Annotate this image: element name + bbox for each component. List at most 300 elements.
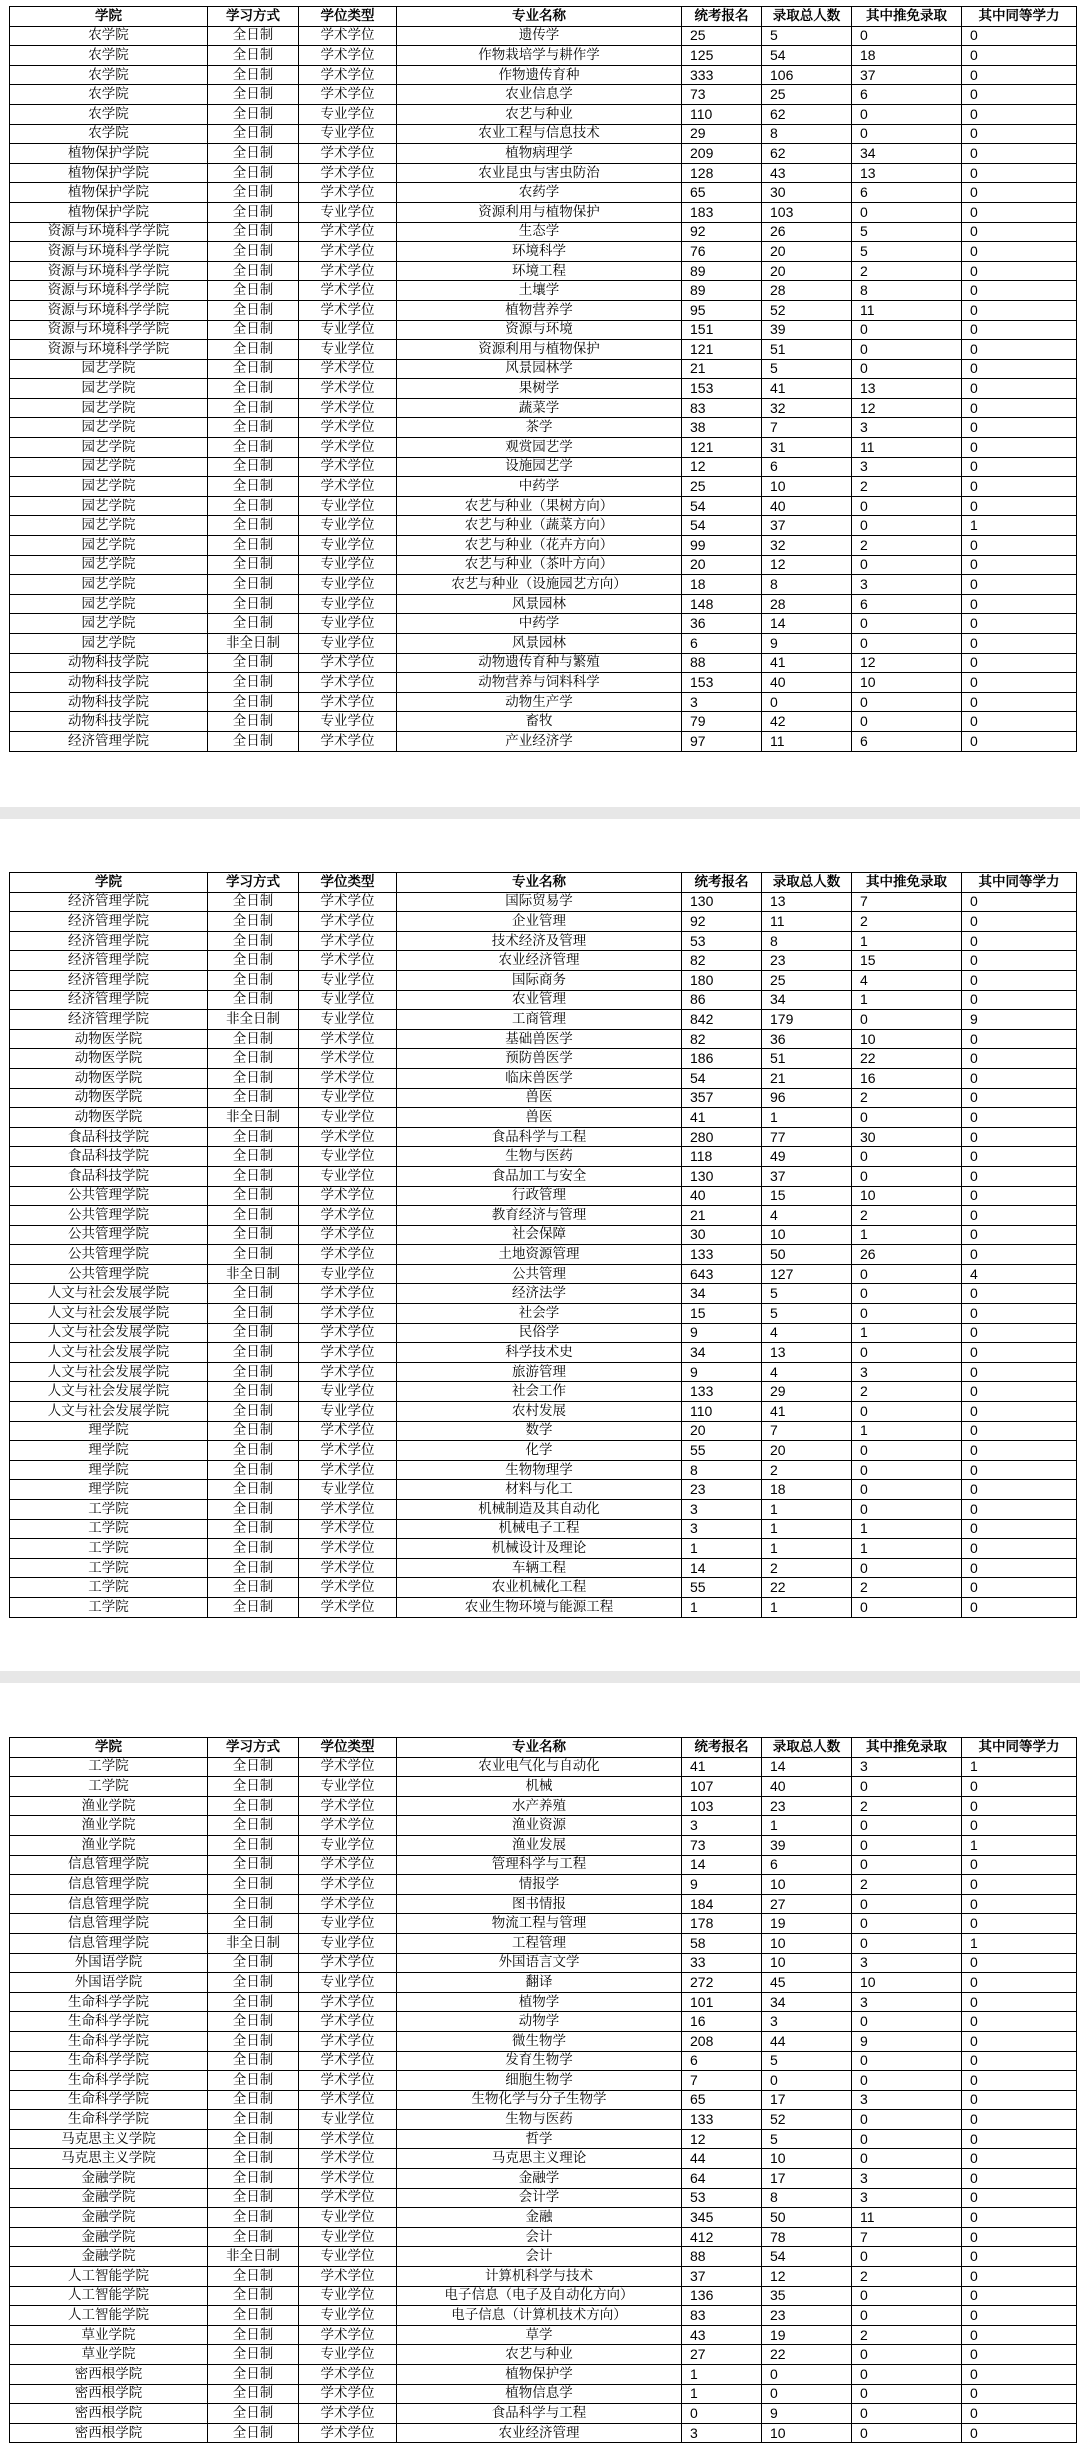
table-row <box>10 1206 1077 1226</box>
recommended-cell: 5 <box>852 242 962 262</box>
degree-type-cell: 学术学位 <box>299 457 397 477</box>
admitted-cell: 23 <box>762 951 852 971</box>
equivalent-cell: 0 <box>962 2404 1077 2424</box>
equivalent-cell: 0 <box>962 1402 1077 1422</box>
study-mode-cell: 非全日制 <box>208 1010 299 1030</box>
applicants-cell: 103 <box>682 1796 762 1816</box>
recommended-cell: 2 <box>852 477 962 497</box>
degree-type-cell: 专业学位 <box>299 1480 397 1500</box>
header-major-name: 专业名称 <box>397 1738 682 1758</box>
admissions-table <box>9 872 1077 1618</box>
college-cell: 农学院 <box>10 26 208 46</box>
major-name-cell: 社会工作 <box>397 1382 682 1402</box>
admitted-cell: 40 <box>762 496 852 516</box>
table-row <box>10 1480 1077 1500</box>
applicants-cell: 27 <box>682 2345 762 2365</box>
equivalent-cell: 0 <box>962 2110 1077 2130</box>
college-cell: 工学院 <box>10 1539 208 1559</box>
degree-type-cell: 学术学位 <box>299 1206 397 1226</box>
header-recommended: 其中推免录取 <box>852 1738 962 1758</box>
equivalent-cell: 0 <box>962 1855 1077 1875</box>
admitted-cell: 0 <box>762 2384 852 2404</box>
table-row <box>10 46 1077 66</box>
study-mode-cell: 全日制 <box>208 1166 299 1186</box>
degree-type-cell: 学术学位 <box>299 1225 397 1245</box>
recommended-cell: 0 <box>852 2345 962 2365</box>
equivalent-cell: 0 <box>962 2286 1077 2306</box>
degree-type-cell: 学术学位 <box>299 1460 397 1480</box>
table-row <box>10 1088 1077 1108</box>
study-mode-cell: 全日制 <box>208 1777 299 1797</box>
major-name-cell: 植物学 <box>397 1992 682 2012</box>
recommended-cell: 0 <box>852 614 962 634</box>
recommended-cell: 0 <box>852 26 962 46</box>
degree-type-cell: 专业学位 <box>299 536 397 556</box>
study-mode-cell: 全日制 <box>208 951 299 971</box>
table-row <box>10 2031 1077 2051</box>
major-name-cell: 机械设计及理论 <box>397 1539 682 1559</box>
study-mode-cell: 全日制 <box>208 104 299 124</box>
equivalent-cell: 0 <box>962 712 1077 732</box>
table-row <box>10 2306 1077 2326</box>
table-row <box>10 2071 1077 2091</box>
table-row <box>10 555 1077 575</box>
header-applicants: 统考报名 <box>682 1738 762 1758</box>
college-cell: 人工智能学院 <box>10 2267 208 2287</box>
recommended-cell: 22 <box>852 1049 962 1069</box>
table-row <box>10 1558 1077 1578</box>
study-mode-cell: 非全日制 <box>208 1264 299 1284</box>
table-row <box>10 1402 1077 1422</box>
major-name-cell: 渔业资源 <box>397 1816 682 1836</box>
study-mode-cell: 全日制 <box>208 202 299 222</box>
study-mode-cell: 全日制 <box>208 300 299 320</box>
college-cell: 园艺学院 <box>10 634 208 654</box>
admitted-cell: 28 <box>762 281 852 301</box>
equivalent-cell: 0 <box>962 673 1077 693</box>
applicants-cell: 3 <box>682 1816 762 1836</box>
study-mode-cell: 全日制 <box>208 2345 299 2365</box>
table-row <box>10 575 1077 595</box>
degree-type-cell: 专业学位 <box>299 1147 397 1167</box>
major-name-cell: 马克思主义理论 <box>397 2149 682 2169</box>
degree-type-cell: 专业学位 <box>299 1402 397 1422</box>
page-separator <box>0 807 1080 819</box>
college-cell: 园艺学院 <box>10 575 208 595</box>
study-mode-cell: 全日制 <box>208 712 299 732</box>
admitted-cell: 51 <box>762 1049 852 1069</box>
table-row <box>10 26 1077 46</box>
degree-type-cell: 学术学位 <box>299 2071 397 2091</box>
equivalent-cell: 0 <box>962 2208 1077 2228</box>
college-cell: 理学院 <box>10 1480 208 1500</box>
table-row <box>10 892 1077 912</box>
degree-type-cell: 学术学位 <box>299 281 397 301</box>
college-cell: 农学院 <box>10 65 208 85</box>
degree-type-cell: 学术学位 <box>299 1068 397 1088</box>
major-name-cell: 会计学 <box>397 2188 682 2208</box>
recommended-cell: 37 <box>852 65 962 85</box>
equivalent-cell: 0 <box>962 614 1077 634</box>
table-row <box>10 2090 1077 2110</box>
college-cell: 动物科技学院 <box>10 712 208 732</box>
equivalent-cell: 1 <box>962 1835 1077 1855</box>
college-cell: 食品科技学院 <box>10 1127 208 1147</box>
college-cell: 动物医学院 <box>10 1108 208 1128</box>
college-cell: 草业学院 <box>10 2325 208 2345</box>
applicants-cell: 110 <box>682 104 762 124</box>
study-mode-cell: 全日制 <box>208 614 299 634</box>
admitted-cell: 9 <box>762 2404 852 2424</box>
equivalent-cell: 9 <box>962 1010 1077 1030</box>
degree-type-cell: 专业学位 <box>299 990 397 1010</box>
recommended-cell: 2 <box>852 2267 962 2287</box>
recommended-cell: 0 <box>852 1558 962 1578</box>
admitted-cell: 11 <box>762 731 852 751</box>
table-row <box>10 594 1077 614</box>
study-mode-cell: 全日制 <box>208 1578 299 1598</box>
study-mode-cell: 全日制 <box>208 2090 299 2110</box>
applicants-cell: 82 <box>682 951 762 971</box>
equivalent-cell: 0 <box>962 163 1077 183</box>
admitted-cell: 78 <box>762 2227 852 2247</box>
study-mode-cell: 全日制 <box>208 2286 299 2306</box>
table-row <box>10 1029 1077 1049</box>
major-name-cell: 金融 <box>397 2208 682 2228</box>
recommended-cell: 5 <box>852 222 962 242</box>
equivalent-cell: 0 <box>962 653 1077 673</box>
applicants-cell: 125 <box>682 46 762 66</box>
table-row <box>10 990 1077 1010</box>
equivalent-cell: 0 <box>962 300 1077 320</box>
major-name-cell: 科学技术史 <box>397 1343 682 1363</box>
equivalent-cell: 0 <box>962 222 1077 242</box>
degree-type-cell: 学术学位 <box>299 1894 397 1914</box>
study-mode-cell: 全日制 <box>208 477 299 497</box>
applicants-cell: 133 <box>682 1382 762 1402</box>
applicants-cell: 54 <box>682 516 762 536</box>
college-cell: 公共管理学院 <box>10 1225 208 1245</box>
admitted-cell: 18 <box>762 1480 852 1500</box>
major-name-cell: 土壤学 <box>397 281 682 301</box>
college-cell: 渔业学院 <box>10 1816 208 1836</box>
degree-type-cell: 专业学位 <box>299 1914 397 1934</box>
study-mode-cell: 全日制 <box>208 1343 299 1363</box>
degree-type-cell: 专业学位 <box>299 1108 397 1128</box>
study-mode-cell: 全日制 <box>208 575 299 595</box>
college-cell: 金融学院 <box>10 2169 208 2189</box>
degree-type-cell: 学术学位 <box>299 892 397 912</box>
major-name-cell: 农业电气化与自动化 <box>397 1757 682 1777</box>
applicants-cell: 92 <box>682 912 762 932</box>
study-mode-cell: 全日制 <box>208 1855 299 1875</box>
recommended-cell: 0 <box>852 1264 962 1284</box>
college-cell: 工学院 <box>10 1597 208 1617</box>
applicants-cell: 153 <box>682 379 762 399</box>
applicants-cell: 9 <box>682 1875 762 1895</box>
recommended-cell: 3 <box>852 2169 962 2189</box>
table-row <box>10 418 1077 438</box>
table-row <box>10 2051 1077 2071</box>
recommended-cell: 3 <box>852 1362 962 1382</box>
degree-type-cell: 专业学位 <box>299 2247 397 2267</box>
degree-type-cell: 学术学位 <box>299 438 397 458</box>
admitted-cell: 8 <box>762 575 852 595</box>
study-mode-cell: 全日制 <box>208 2071 299 2091</box>
admitted-cell: 6 <box>762 1855 852 1875</box>
admitted-cell: 49 <box>762 1147 852 1167</box>
recommended-cell: 8 <box>852 281 962 301</box>
table-row <box>10 104 1077 124</box>
applicants-cell: 65 <box>682 183 762 203</box>
table-row <box>10 2169 1077 2189</box>
college-cell: 信息管理学院 <box>10 1933 208 1953</box>
table-page-2 <box>9 872 1079 1618</box>
table-row <box>10 2286 1077 2306</box>
admitted-cell: 7 <box>762 1421 852 1441</box>
college-cell: 农学院 <box>10 104 208 124</box>
admitted-cell: 39 <box>762 320 852 340</box>
college-cell: 动物医学院 <box>10 1029 208 1049</box>
study-mode-cell: 全日制 <box>208 379 299 399</box>
recommended-cell: 3 <box>852 575 962 595</box>
admitted-cell: 45 <box>762 1973 852 1993</box>
equivalent-cell: 0 <box>962 1323 1077 1343</box>
college-cell: 经济管理学院 <box>10 990 208 1010</box>
admitted-cell: 106 <box>762 65 852 85</box>
college-cell: 食品科技学院 <box>10 1147 208 1167</box>
college-cell: 人文与社会发展学院 <box>10 1343 208 1363</box>
applicants-cell: 183 <box>682 202 762 222</box>
study-mode-cell: 全日制 <box>208 1519 299 1539</box>
admitted-cell: 4 <box>762 1206 852 1226</box>
degree-type-cell: 学术学位 <box>299 1796 397 1816</box>
applicants-cell: 280 <box>682 1127 762 1147</box>
college-cell: 公共管理学院 <box>10 1264 208 1284</box>
admitted-cell: 50 <box>762 1245 852 1265</box>
college-cell: 工学院 <box>10 1500 208 1520</box>
degree-type-cell: 学术学位 <box>299 1816 397 1836</box>
applicants-cell: 38 <box>682 418 762 438</box>
degree-type-cell: 学术学位 <box>299 65 397 85</box>
study-mode-cell: 全日制 <box>208 1914 299 1934</box>
recommended-cell: 0 <box>852 1914 962 1934</box>
applicants-cell: 0 <box>682 2404 762 2424</box>
equivalent-cell: 0 <box>962 2365 1077 2385</box>
major-name-cell: 农艺与种业（花卉方向） <box>397 536 682 556</box>
major-name-cell: 哲学 <box>397 2129 682 2149</box>
major-name-cell: 资源利用与植物保护 <box>397 202 682 222</box>
recommended-cell: 6 <box>852 183 962 203</box>
applicants-cell: 136 <box>682 2286 762 2306</box>
applicants-cell: 209 <box>682 144 762 164</box>
admitted-cell: 1 <box>762 1816 852 1836</box>
college-cell: 园艺学院 <box>10 614 208 634</box>
major-name-cell: 农艺与种业（果树方向） <box>397 496 682 516</box>
table-row <box>10 1049 1077 1069</box>
degree-type-cell: 学术学位 <box>299 2012 397 2032</box>
table-row <box>10 653 1077 673</box>
applicants-cell: 41 <box>682 1108 762 1128</box>
table-row <box>10 183 1077 203</box>
study-mode-cell: 全日制 <box>208 1088 299 1108</box>
recommended-cell: 0 <box>852 1500 962 1520</box>
applicants-cell: 151 <box>682 320 762 340</box>
applicants-cell: 20 <box>682 1421 762 1441</box>
header-college: 学院 <box>10 7 208 27</box>
recommended-cell: 2 <box>852 912 962 932</box>
major-name-cell: 预防兽医学 <box>397 1049 682 1069</box>
major-name-cell: 风景园林 <box>397 634 682 654</box>
study-mode-cell: 非全日制 <box>208 1108 299 1128</box>
study-mode-cell: 全日制 <box>208 2325 299 2345</box>
degree-type-cell: 专业学位 <box>299 124 397 144</box>
equivalent-cell: 0 <box>962 242 1077 262</box>
equivalent-cell: 0 <box>962 2306 1077 2326</box>
degree-type-cell: 专业学位 <box>299 1777 397 1797</box>
college-cell: 园艺学院 <box>10 496 208 516</box>
equivalent-cell: 0 <box>962 1558 1077 1578</box>
applicants-cell: 64 <box>682 2169 762 2189</box>
admitted-cell: 34 <box>762 990 852 1010</box>
table-row <box>10 65 1077 85</box>
applicants-cell: 25 <box>682 26 762 46</box>
recommended-cell: 0 <box>852 2110 962 2130</box>
table-row <box>10 614 1077 634</box>
degree-type-cell: 学术学位 <box>299 951 397 971</box>
equivalent-cell: 0 <box>962 1894 1077 1914</box>
equivalent-cell: 0 <box>962 2051 1077 2071</box>
college-cell: 密西根学院 <box>10 2404 208 2424</box>
table-row <box>10 2188 1077 2208</box>
college-cell: 经济管理学院 <box>10 1010 208 1030</box>
study-mode-cell: 全日制 <box>208 2129 299 2149</box>
recommended-cell: 0 <box>852 1147 962 1167</box>
college-cell: 经济管理学院 <box>10 931 208 951</box>
table-row <box>10 1777 1077 1797</box>
applicants-cell: 1 <box>682 1539 762 1559</box>
study-mode-cell: 全日制 <box>208 496 299 516</box>
study-mode-cell: 全日制 <box>208 261 299 281</box>
equivalent-cell: 0 <box>962 2384 1077 2404</box>
major-name-cell: 生物与医药 <box>397 1147 682 1167</box>
recommended-cell: 0 <box>852 2129 962 2149</box>
study-mode-cell: 全日制 <box>208 2306 299 2326</box>
study-mode-cell: 全日制 <box>208 1127 299 1147</box>
recommended-cell: 3 <box>852 1953 962 1973</box>
major-name-cell: 产业经济学 <box>397 731 682 751</box>
major-name-cell: 生态学 <box>397 222 682 242</box>
college-cell: 动物科技学院 <box>10 673 208 693</box>
equivalent-cell: 0 <box>962 183 1077 203</box>
equivalent-cell: 0 <box>962 2090 1077 2110</box>
study-mode-cell: 全日制 <box>208 516 299 536</box>
table-row <box>10 1323 1077 1343</box>
major-name-cell: 作物遗传育种 <box>397 65 682 85</box>
study-mode-cell: 全日制 <box>208 1441 299 1461</box>
admitted-cell: 41 <box>762 653 852 673</box>
equivalent-cell: 0 <box>962 1284 1077 1304</box>
equivalent-cell: 4 <box>962 1264 1077 1284</box>
admitted-cell: 11 <box>762 912 852 932</box>
applicants-cell: 55 <box>682 1441 762 1461</box>
degree-type-cell: 专业学位 <box>299 712 397 732</box>
college-cell: 植物保护学院 <box>10 163 208 183</box>
major-name-cell: 生物化学与分子生物学 <box>397 2090 682 2110</box>
recommended-cell: 0 <box>852 1480 962 1500</box>
admitted-cell: 32 <box>762 536 852 556</box>
table-row <box>10 2384 1077 2404</box>
recommended-cell: 0 <box>852 2012 962 2032</box>
college-cell: 信息管理学院 <box>10 1894 208 1914</box>
applicants-cell: 92 <box>682 222 762 242</box>
major-name-cell: 机械 <box>397 1777 682 1797</box>
admitted-cell: 23 <box>762 2306 852 2326</box>
admitted-cell: 10 <box>762 1933 852 1953</box>
degree-type-cell: 专业学位 <box>299 2110 397 2130</box>
equivalent-cell: 0 <box>962 1519 1077 1539</box>
applicants-cell: 133 <box>682 2110 762 2130</box>
degree-type-cell: 专业学位 <box>299 2345 397 2365</box>
study-mode-cell: 全日制 <box>208 912 299 932</box>
study-mode-cell: 全日制 <box>208 970 299 990</box>
study-mode-cell: 全日制 <box>208 536 299 556</box>
table-row <box>10 1108 1077 1128</box>
equivalent-cell: 0 <box>962 892 1077 912</box>
admitted-cell: 5 <box>762 26 852 46</box>
equivalent-cell: 0 <box>962 26 1077 46</box>
header-recommended: 其中推免录取 <box>852 7 962 27</box>
major-name-cell: 草学 <box>397 2325 682 2345</box>
degree-type-cell: 专业学位 <box>299 202 397 222</box>
recommended-cell: 0 <box>852 2149 962 2169</box>
recommended-cell: 2 <box>852 1875 962 1895</box>
recommended-cell: 0 <box>852 2423 962 2443</box>
college-cell: 园艺学院 <box>10 359 208 379</box>
admitted-cell: 10 <box>762 2423 852 2443</box>
recommended-cell: 3 <box>852 2188 962 2208</box>
applicants-cell: 180 <box>682 970 762 990</box>
recommended-cell: 2 <box>852 261 962 281</box>
table-row <box>10 477 1077 497</box>
recommended-cell: 0 <box>852 124 962 144</box>
major-name-cell: 动物遗传育种与繁殖 <box>397 653 682 673</box>
degree-type-cell: 学术学位 <box>299 1362 397 1382</box>
table-row <box>10 1441 1077 1461</box>
equivalent-cell: 0 <box>962 1382 1077 1402</box>
admitted-cell: 5 <box>762 2051 852 2071</box>
major-name-cell: 教育经济与管理 <box>397 1206 682 1226</box>
applicants-cell: 118 <box>682 1147 762 1167</box>
table-row <box>10 1225 1077 1245</box>
applicants-cell: 37 <box>682 2267 762 2287</box>
major-name-cell: 计算机科学与技术 <box>397 2267 682 2287</box>
recommended-cell: 11 <box>852 2208 962 2228</box>
degree-type-cell: 学术学位 <box>299 2188 397 2208</box>
admitted-cell: 5 <box>762 1304 852 1324</box>
recommended-cell: 0 <box>852 2384 962 2404</box>
college-cell: 理学院 <box>10 1421 208 1441</box>
recommended-cell: 0 <box>852 1304 962 1324</box>
degree-type-cell: 学术学位 <box>299 1519 397 1539</box>
admitted-cell: 40 <box>762 673 852 693</box>
equivalent-cell: 0 <box>962 1108 1077 1128</box>
major-name-cell: 细胞生物学 <box>397 2071 682 2091</box>
applicants-cell: 58 <box>682 1933 762 1953</box>
table-row <box>10 1421 1077 1441</box>
admitted-cell: 36 <box>762 1029 852 1049</box>
recommended-cell: 13 <box>852 163 962 183</box>
